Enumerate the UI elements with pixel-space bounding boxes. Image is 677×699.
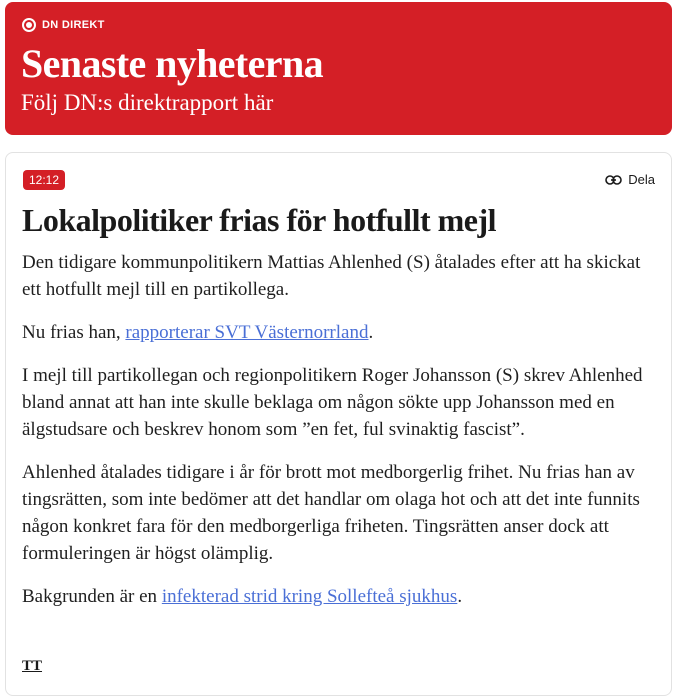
banner-subtitle: Följ DN:s direktrapport här	[21, 90, 274, 115]
paragraph-4: Ahlenhed åtalades tidigare i år för brott mot medborgerlig frihet. Nu frias han av tingsrätten, som inte bedömer att det handlar om olaga hot och att det inte funnits någon konkret fara för den medborgerliga friheten. Tingsrätten anser dock att formuleringen är högst olämplig.	[22, 462, 640, 564]
paragraph-2-end: .	[368, 322, 374, 343]
banner-title: Senaste nyheterna	[21, 41, 324, 86]
share-label: Dela	[628, 172, 655, 187]
live-label: DN DIREKT	[42, 19, 105, 31]
live-dot-icon	[22, 18, 36, 32]
share-button[interactable]	[605, 172, 655, 187]
paragraph-3: I mejl till partikollegan och regionpolitikern Roger Johansson (S) skrev Ahlenhed bland annat att han inte skulle beklaga om någon sökte upp Johansson med en älgstudsare och beskrev honom som ”en fet, ful svinaktig fascist”.	[22, 365, 643, 440]
paragraph-5-text: Bakgrunden är en	[22, 586, 162, 607]
live-post-card	[5, 152, 672, 696]
link-icon	[605, 175, 622, 185]
svt-source-link[interactable]: rapporterar SVT Västernorrland	[125, 322, 369, 343]
live-news-banner[interactable]	[5, 2, 672, 135]
paragraph-2	[22, 319, 662, 346]
paragraph-2-text: Nu frias han,	[22, 322, 126, 343]
time-badge: 12:12	[23, 170, 65, 190]
paragraph-5-end: .	[457, 586, 463, 607]
byline-link[interactable]: TT	[22, 658, 43, 674]
post-headline: Lokalpolitiker frias för hotfullt mejl	[22, 202, 497, 238]
paragraph-5	[22, 583, 662, 610]
background-article-link[interactable]: infekterad strid kring Sollefteå sjukhus	[161, 586, 458, 607]
post-body	[22, 249, 662, 626]
paragraph-1: Den tidigare kommunpolitikern Mattias Ahlenhed (S) åtalades efter att ha skickat ett hotfullt mejl till en partikollega.	[22, 252, 641, 300]
live-indicator	[22, 18, 105, 32]
